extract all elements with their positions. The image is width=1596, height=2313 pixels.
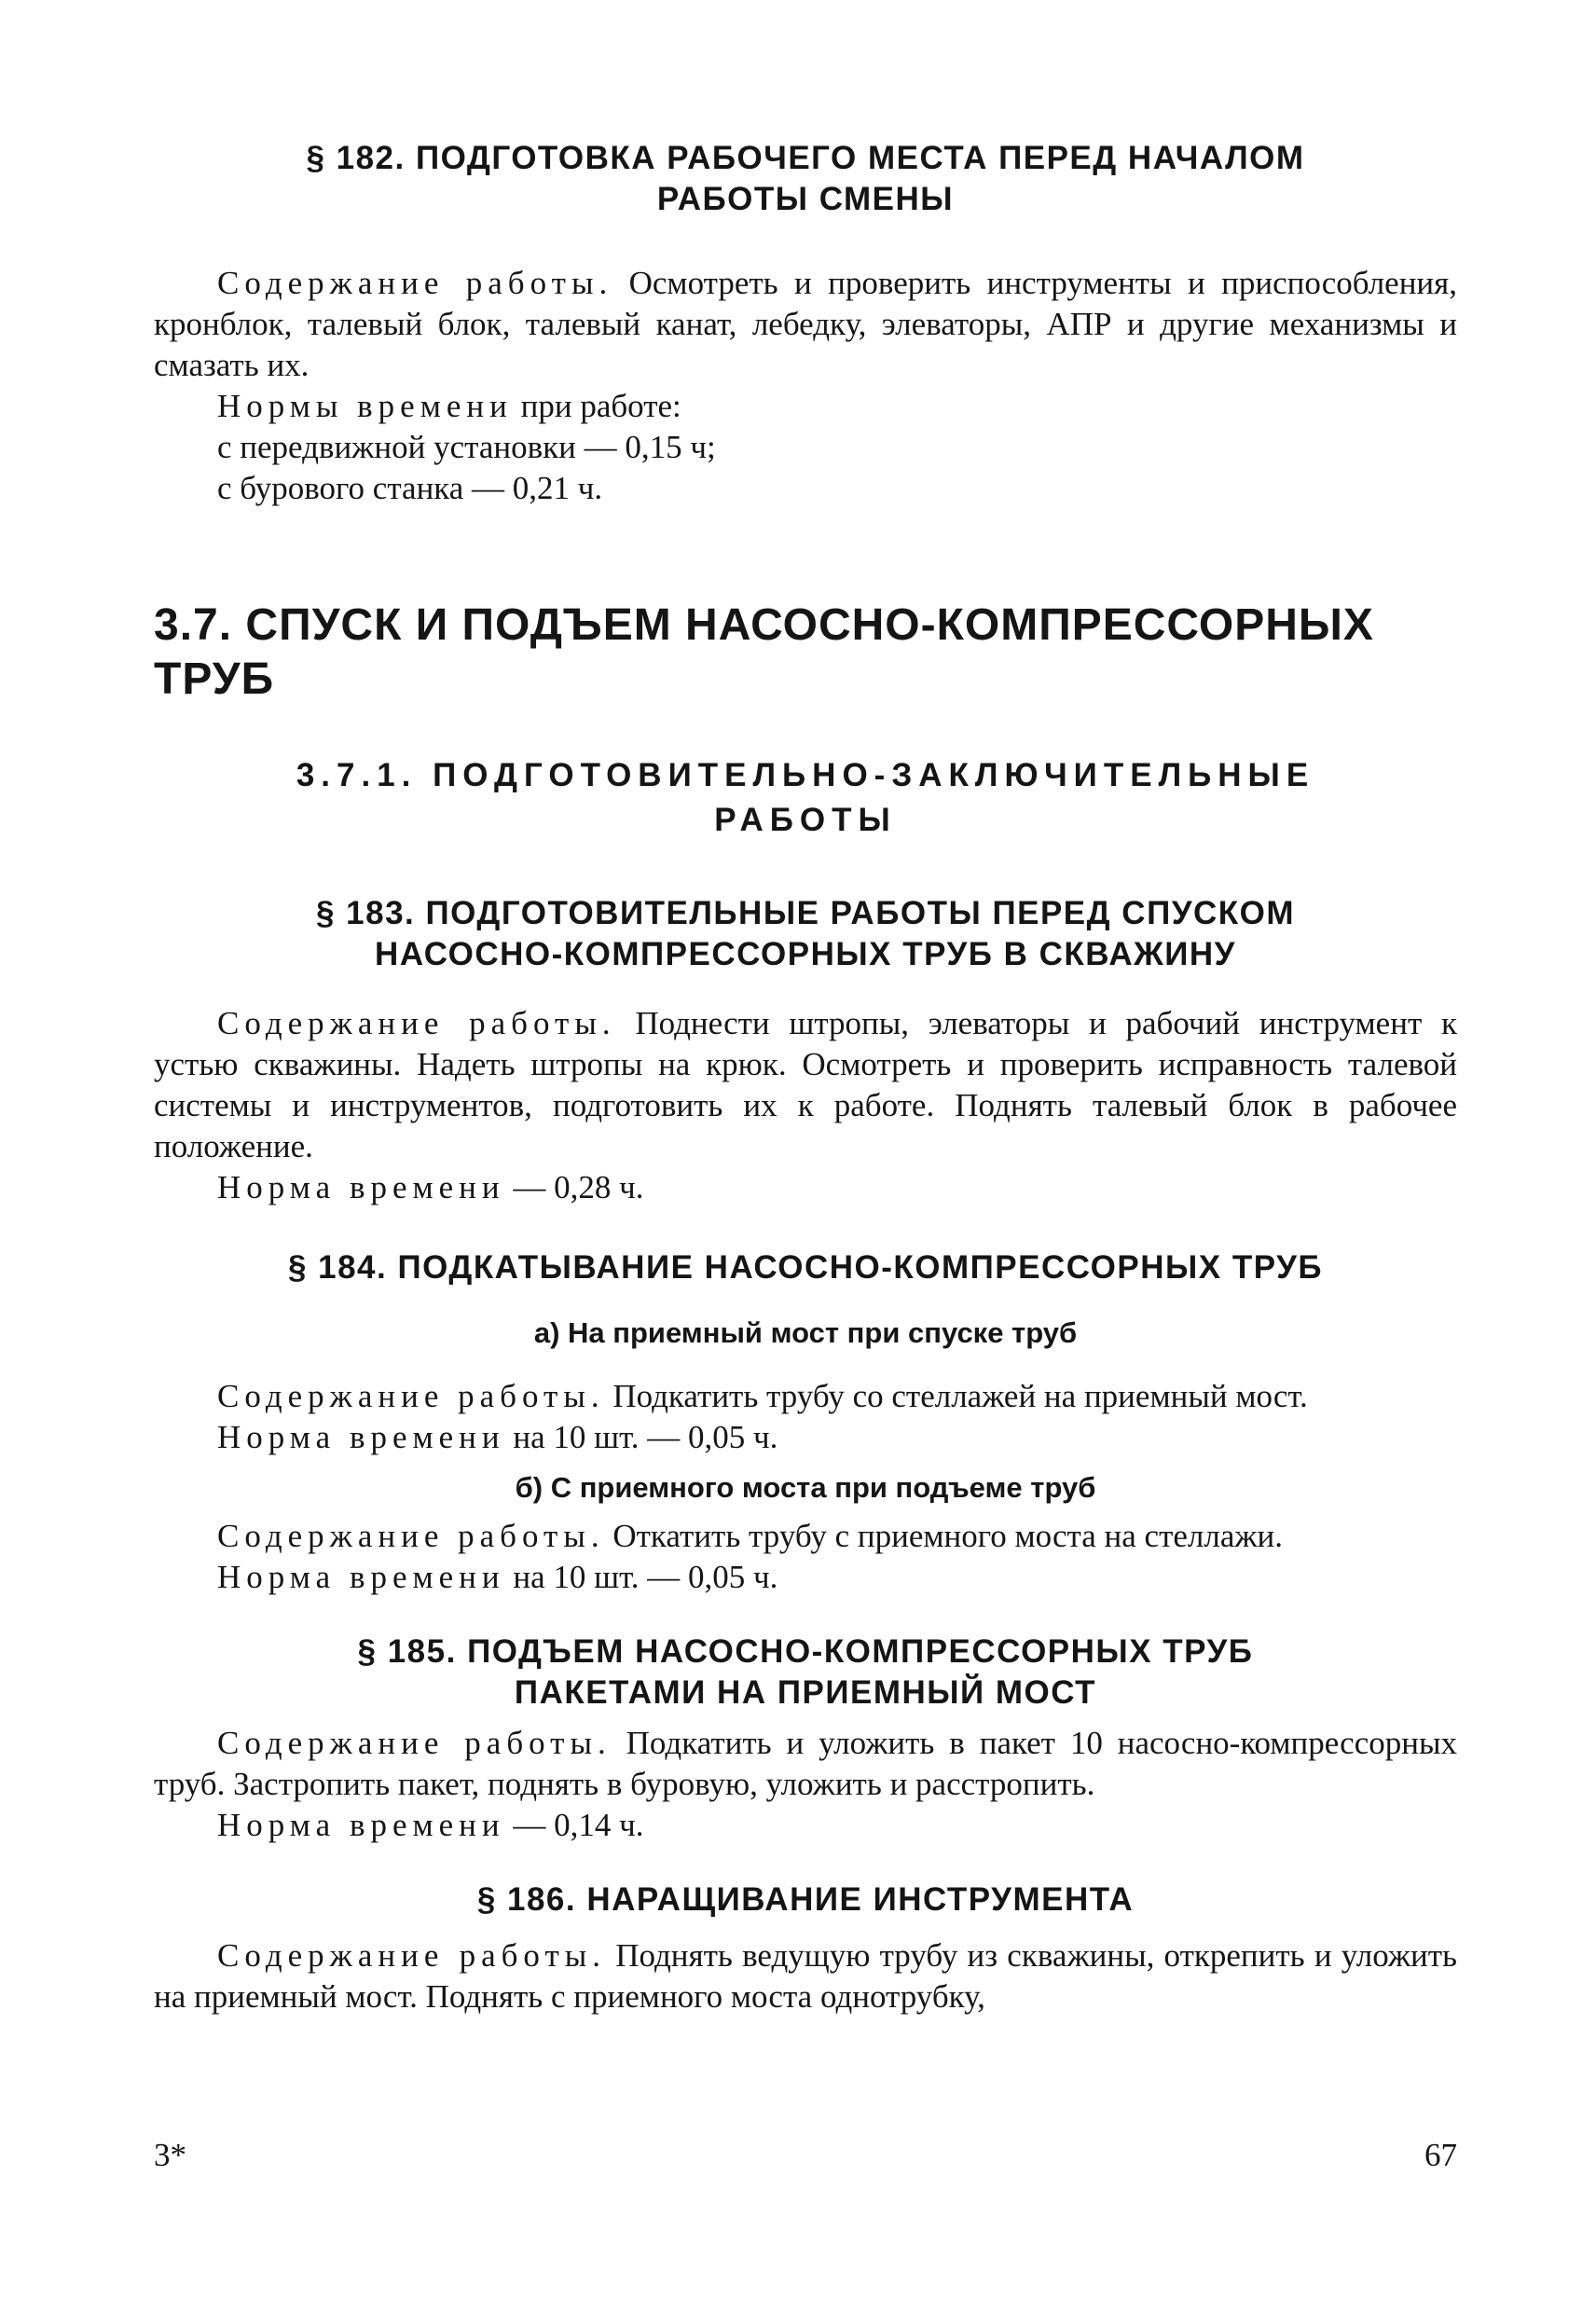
signature-mark: 3* bbox=[154, 2137, 186, 2173]
norm-value: на 10 шт. — 0,05 ч. bbox=[513, 1419, 778, 1455]
content-label: Содержание работы. bbox=[217, 265, 613, 301]
section-184-b-content bbox=[154, 1516, 1457, 1557]
subsection-371-title-line1: 3.7.1. ПОДГОТОВИТЕЛЬНО-ЗАКЛЮЧИТЕЛЬНЫЕ bbox=[296, 757, 1315, 793]
section-183-norm bbox=[154, 1167, 1457, 1208]
subsection-371-title-line2: РАБОТЫ bbox=[714, 802, 897, 838]
norm-label: Норма времени bbox=[217, 1807, 505, 1843]
content-label: Содержание работы. bbox=[217, 1005, 616, 1041]
content-label: Содержание работы. bbox=[217, 1937, 607, 1974]
norm-value: — 0,14 ч. bbox=[513, 1807, 644, 1843]
content-label: Содержание работы. bbox=[217, 1378, 605, 1414]
section-186-content bbox=[154, 1935, 1457, 2017]
norm-value: — 0,28 ч. bbox=[513, 1169, 644, 1205]
section-186 bbox=[154, 1879, 1457, 2017]
norm-label: Норма времени bbox=[217, 1559, 505, 1595]
section-184 bbox=[154, 1247, 1457, 1598]
section-184-a-norm bbox=[154, 1417, 1457, 1458]
content-text: Осмотреть и проверить инструменты и приспособления, кронблок, талевый блок, талевый канат, лебедку, элеваторы, АПР и другие механизмы и смазать их. bbox=[154, 265, 1458, 383]
section-183-title-line2: НАСОСНО-КОМПРЕССОРНЫХ ТРУБ В СКВАЖИНУ bbox=[375, 936, 1236, 972]
content-text: Поднять ведущую трубу из скважины, открепить и уложить на приемный мост. Поднять с приемного моста однотрубку, bbox=[154, 1937, 1457, 2015]
page-number: 67 bbox=[1424, 2137, 1457, 2173]
section-182 bbox=[154, 138, 1457, 509]
section-182-title-line1: § 182. ПОДГОТОВКА РАБОЧЕГО МЕСТА ПЕРЕД НАЧАЛОМ bbox=[306, 140, 1305, 176]
content-text: Подкатить трубу со стеллажей на приемный мост. bbox=[612, 1378, 1308, 1414]
section-183 bbox=[154, 893, 1457, 1208]
section-185-title-line1: § 185. ПОДЪЕМ НАСОСНО-КОМПРЕССОРНЫХ ТРУБ bbox=[357, 1633, 1254, 1670]
section-185-content bbox=[154, 1723, 1457, 1805]
norm-label: Норма времени bbox=[217, 1169, 505, 1205]
subsection-371 bbox=[154, 753, 1457, 843]
norms-label: Нормы времени bbox=[217, 388, 513, 424]
section-184-a-title: а) На приемный мост при спуске труб bbox=[533, 1316, 1078, 1349]
content-text: Откатить трубу с приемного моста на стеллажи. bbox=[612, 1518, 1284, 1554]
content-text: Поднести штропы, элеваторы и рабочий инструмент к устью скважины. Надеть штропы на крюк. Осмотреть и проверить исправность талевой системы и инструментов, подготовить их к работе. Поднять талевый блок в рабочее положение. bbox=[154, 1005, 1457, 1164]
section-184-b-norm bbox=[154, 1557, 1457, 1598]
content-text: Подкатить и уложить в пакет 10 насосно-компрессорных труб. Застропить пакет, поднять в буровую, уложить и расстропить. bbox=[154, 1725, 1457, 1802]
content-label: Содержание работы. bbox=[217, 1518, 605, 1554]
section-184-b-title: б) С приемного моста при подъеме труб bbox=[515, 1471, 1096, 1504]
section-184-a-content bbox=[154, 1376, 1457, 1417]
section-185 bbox=[154, 1631, 1457, 1846]
norm-value: на 10 шт. — 0,05 ч. bbox=[513, 1559, 778, 1595]
norm-label: Норма времени bbox=[217, 1419, 505, 1455]
content-label: Содержание работы. bbox=[217, 1725, 612, 1761]
section-186-title: § 186. НАРАЩИВАНИЕ ИНСТРУМЕНТА bbox=[476, 1881, 1135, 1918]
norms-intro: при работе: bbox=[520, 388, 681, 424]
chapter-title: 3.7. СПУСК И ПОДЪЕМ НАСОСНО-КОМПРЕССОРНЫХ ТРУБ bbox=[154, 600, 1374, 704]
section-183-title-line1: § 183. ПОДГОТОВИТЕЛЬНЫЕ РАБОТЫ ПЕРЕД СПУСКОМ bbox=[315, 895, 1296, 931]
section-182-norm-2: с бурового станка — 0,21 ч. bbox=[217, 470, 603, 506]
section-183-content bbox=[154, 1003, 1457, 1167]
page-content bbox=[154, 138, 1457, 2017]
page-footer bbox=[154, 2135, 1457, 2176]
section-184-title: § 184. ПОДКАТЫВАНИЕ НАСОСНО-КОМПРЕССОРНЫХ ТРУБ bbox=[287, 1249, 1324, 1286]
section-182-norm-1: с передвижной установки — 0,15 ч; bbox=[217, 429, 716, 465]
section-182-content bbox=[154, 263, 1457, 386]
section-182-title-line2: РАБОТЫ СМЕНЫ bbox=[656, 181, 955, 217]
section-185-norm bbox=[154, 1805, 1457, 1846]
section-185-title-line2: ПАКЕТАМИ НА ПРИЕМНЫЙ МОСТ bbox=[514, 1674, 1097, 1711]
section-182-norms bbox=[154, 386, 1457, 427]
